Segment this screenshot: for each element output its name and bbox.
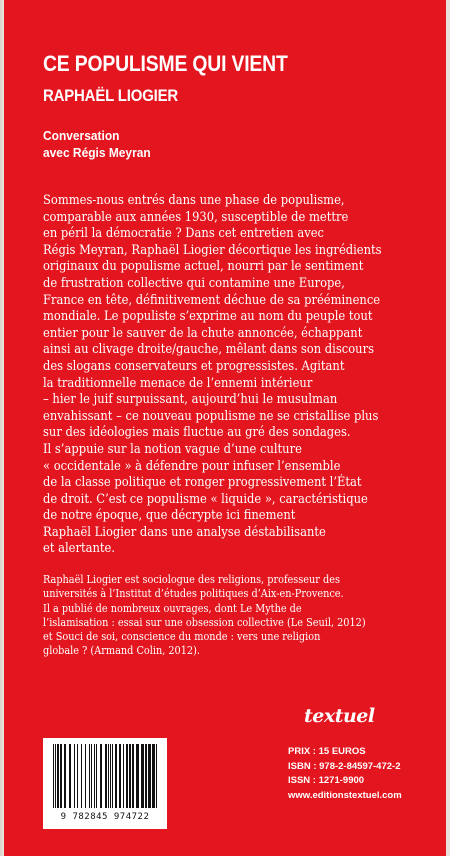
barcode-bar [81,744,82,808]
barcode-bar [156,744,157,808]
blurb-line: de frustration collective qui contamine une Europe, [43,275,345,291]
barcode-digits: 9 782845 974722 [60,812,150,822]
barcode-bar [85,744,86,808]
bio-line: globale ? (Armand Colin, 2012). [43,644,200,658]
blurb-line: de notre époque, que décrypte ici finement [43,508,296,524]
barcode-bar [57,744,59,808]
blurb-line: comparable aux années 1930, susceptible de mettre [43,209,349,225]
barcode [43,738,167,829]
publisher-info [288,745,402,803]
barcode-bar [60,744,62,808]
blurb-line: mondiale. Le populiste s’exprime au nom du peuple tout [43,309,373,325]
blurb-line: France en tête, définitivement déchue de sa prééminence [43,292,381,308]
isbn-label: ISBN : 978-2-84597-472-2 [288,760,401,772]
barcode-bar [94,744,95,808]
author-name: RAPHAËL LIOGIER [43,86,179,105]
barcode-bar [145,744,147,808]
barcode-bar [112,744,113,808]
barcode-bar [100,744,102,808]
blurb-line: Il s’appuie sur la notion vague d’une culture [43,441,302,457]
barcode-bar [141,744,144,808]
back-cover [4,0,446,856]
barcode-bar [148,744,151,808]
barcode-bar [119,744,121,808]
publisher-logo: textuel [304,705,375,727]
blurb-line: Raphaël Liogier dans une analyse déstabilisante [43,524,326,540]
barcode-bar [64,744,66,808]
subtitle [43,127,151,161]
blurb-line: la traditionnelle menace de l’ennemi intérieur [43,375,313,391]
barcode-bar [69,744,71,808]
blurb-paragraph [43,193,423,558]
barcode-bar [110,744,111,808]
barcode-bar [132,744,134,808]
barcode-bar [123,744,124,808]
barcode-bar [136,744,139,808]
book-title: CE POPULISME QUI VIENT [43,51,288,76]
bio-line: Raphaël Liogier est sociologue des religions, professeur des [43,573,340,586]
barcode-bar [152,744,155,808]
barcode-bars [47,742,163,812]
barcode-bar [129,744,131,808]
blurb-line: des slogans conservateurs et progressistes. Agitant [43,358,345,374]
barcode-bar [105,744,107,808]
subtitle-line: Conversation [43,128,120,143]
bio-line: et Souci de soi, conscience du monde : vers une religion [43,630,321,644]
blurb-line: de droit. C’est ce populisme « liquide », caractéristique [43,491,368,507]
barcode-bar [126,744,128,808]
blurb-line: « occidentale » à défendre pour infuser l’ensemble [43,458,341,474]
website-link[interactable]: www.editionstextuel.com [288,789,402,801]
bio-line: universités à l’Institut d’études politiques d’Aix-en-Provence. [43,587,344,601]
blurb-line: Sommes-nous entrés dans une phase de populisme, [43,193,345,208]
barcode-bar [108,744,109,808]
price-label: PRIX : 15 EUROS [288,746,366,757]
barcode-bar [74,744,75,808]
blurb-line: – hier le juif surpuissant, aujourd’hui le musulman [43,392,338,408]
blurb-line: et alertante. [43,541,115,557]
blurb-line: entier pour le sauver de la chute annoncée, échappant [43,325,363,341]
blurb-line: sur des idéologies mais fluctue au gré des sondages. [43,425,351,441]
barcode-bar [77,744,78,808]
blurb-line: envahissant – ce nouveau populisme ne se cristallise plus [43,408,379,424]
barcode-bar [115,744,117,808]
blurb-line: en péril la démocratie ? Dans cet entretien avec [43,226,324,242]
barcode-bar [55,744,56,808]
author-bio [43,573,423,659]
blurb-line: Régis Meyran, Raphaël Liogier décortique les ingrédients [43,242,382,258]
barcode-bar [96,744,97,808]
barcode-bar [89,744,90,808]
issn-label: ISSN : 1271-9900 [288,775,365,786]
blurb-line: ainsi au clivage droite/gauche, mêlant dans son discours [43,342,374,358]
bio-line: l’islamisation : essai sur une obsession collective (Le Seuil, 2012) [43,615,366,629]
blurb-line: originaux du populisme actuel, nourri par le sentiment [43,259,364,275]
barcode-bar [91,744,92,808]
subtitle-line: avec Régis Meyran [43,145,151,160]
blurb-line: de la classe politique et ronger progressivement l’État [43,475,362,491]
barcode-bar [53,744,54,808]
bio-line: Il a publié de nombreux ouvrages, dont Le Mythe de [43,601,302,615]
